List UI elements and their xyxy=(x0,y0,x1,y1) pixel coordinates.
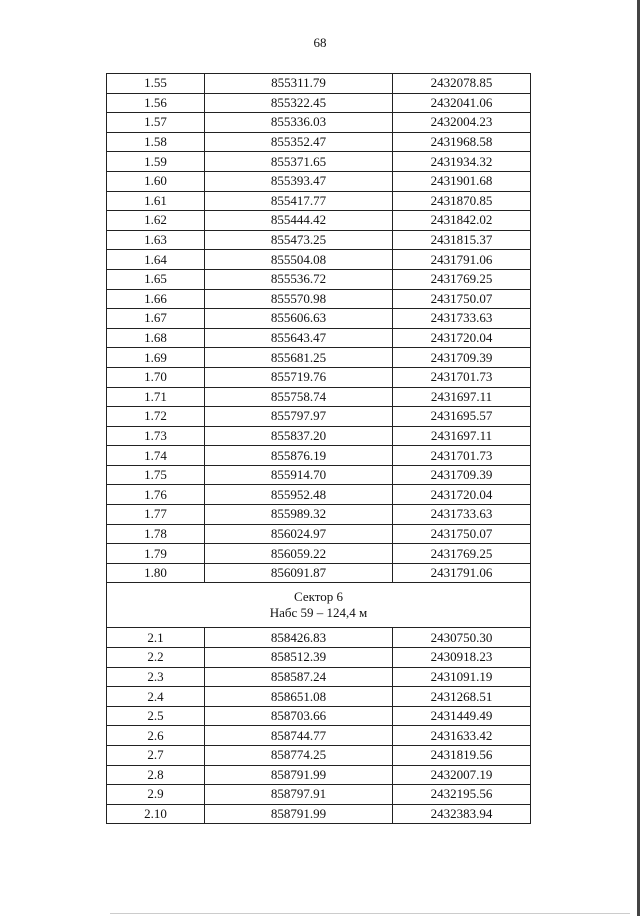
point-number-cell: 2.10 xyxy=(107,804,205,824)
y-coordinate-cell: 2431633.42 xyxy=(393,726,531,746)
point-number-cell: 1.65 xyxy=(107,269,205,289)
x-coordinate-cell: 858587.24 xyxy=(205,667,393,687)
table-row xyxy=(107,648,531,668)
x-coordinate-cell: 858426.83 xyxy=(205,628,393,648)
y-coordinate-cell: 2430750.30 xyxy=(393,628,531,648)
table-row xyxy=(107,230,531,250)
x-coordinate-cell: 855504.08 xyxy=(205,250,393,270)
x-coordinate-cell: 855681.25 xyxy=(205,348,393,368)
table-row xyxy=(107,628,531,648)
x-coordinate-cell: 855719.76 xyxy=(205,367,393,387)
point-number-cell: 2.3 xyxy=(107,667,205,687)
table-row xyxy=(107,804,531,824)
table-row xyxy=(107,446,531,466)
point-number-cell: 1.61 xyxy=(107,191,205,211)
point-number-cell: 2.5 xyxy=(107,706,205,726)
table-row xyxy=(107,328,531,348)
table-row xyxy=(107,191,531,211)
y-coordinate-cell: 2431819.56 xyxy=(393,746,531,766)
x-coordinate-cell: 856091.87 xyxy=(205,563,393,583)
point-number-cell: 1.57 xyxy=(107,113,205,133)
point-number-cell: 2.4 xyxy=(107,687,205,707)
point-number-cell: 1.78 xyxy=(107,524,205,544)
table-row xyxy=(107,211,531,231)
y-coordinate-cell: 2431697.11 xyxy=(393,426,531,446)
table-row xyxy=(107,465,531,485)
point-number-cell: 2.8 xyxy=(107,765,205,785)
table-row xyxy=(107,505,531,525)
table-row xyxy=(107,706,531,726)
y-coordinate-cell: 2431695.57 xyxy=(393,407,531,427)
point-number-cell: 1.72 xyxy=(107,407,205,427)
y-coordinate-cell: 2431842.02 xyxy=(393,211,531,231)
page-number: 68 xyxy=(313,35,327,50)
y-coordinate-cell: 2432004.23 xyxy=(393,113,531,133)
y-coordinate-cell: 2431709.39 xyxy=(393,465,531,485)
y-coordinate-cell: 2431697.11 xyxy=(393,387,531,407)
y-coordinate-cell: 2432078.85 xyxy=(393,74,531,94)
x-coordinate-cell: 855758.74 xyxy=(205,387,393,407)
x-coordinate-cell: 855606.63 xyxy=(205,309,393,329)
point-number-cell: 1.68 xyxy=(107,328,205,348)
y-coordinate-cell: 2430918.23 xyxy=(393,648,531,668)
table-row xyxy=(107,485,531,505)
point-number-cell: 1.69 xyxy=(107,348,205,368)
point-number-cell: 1.66 xyxy=(107,289,205,309)
point-number-cell: 2.6 xyxy=(107,726,205,746)
y-coordinate-cell: 2431769.25 xyxy=(393,544,531,564)
point-number-cell: 1.79 xyxy=(107,544,205,564)
sector-header-group xyxy=(107,583,531,628)
point-number-cell: 1.74 xyxy=(107,446,205,466)
point-number-cell: 2.1 xyxy=(107,628,205,648)
x-coordinate-cell: 855643.47 xyxy=(205,328,393,348)
y-coordinate-cell: 2432383.94 xyxy=(393,804,531,824)
point-number-cell: 1.58 xyxy=(107,132,205,152)
y-coordinate-cell: 2431720.04 xyxy=(393,485,531,505)
x-coordinate-cell: 855352.47 xyxy=(205,132,393,152)
x-coordinate-cell: 855393.47 xyxy=(205,171,393,191)
x-coordinate-cell: 855536.72 xyxy=(205,269,393,289)
table-row xyxy=(107,746,531,766)
point-number-cell: 1.63 xyxy=(107,230,205,250)
table-row xyxy=(107,74,531,94)
x-coordinate-cell: 855336.03 xyxy=(205,113,393,133)
x-coordinate-cell: 858791.99 xyxy=(205,804,393,824)
point-number-cell: 1.67 xyxy=(107,309,205,329)
coordinates-table xyxy=(106,73,531,824)
x-coordinate-cell: 858791.99 xyxy=(205,765,393,785)
x-coordinate-cell: 858774.25 xyxy=(205,746,393,766)
x-coordinate-cell: 855322.45 xyxy=(205,93,393,113)
y-coordinate-cell: 2431750.07 xyxy=(393,289,531,309)
table-row xyxy=(107,269,531,289)
table-row xyxy=(107,726,531,746)
x-coordinate-cell: 858651.08 xyxy=(205,687,393,707)
point-number-cell: 1.73 xyxy=(107,426,205,446)
table-row xyxy=(107,426,531,446)
y-coordinate-cell: 2432007.19 xyxy=(393,765,531,785)
point-number-cell: 2.2 xyxy=(107,648,205,668)
y-coordinate-cell: 2431791.06 xyxy=(393,563,531,583)
x-coordinate-cell: 855311.79 xyxy=(205,74,393,94)
point-number-cell: 1.80 xyxy=(107,563,205,583)
x-coordinate-cell: 855473.25 xyxy=(205,230,393,250)
table-row xyxy=(107,785,531,805)
x-coordinate-cell: 858797.91 xyxy=(205,785,393,805)
point-number-cell: 1.70 xyxy=(107,367,205,387)
table-row xyxy=(107,132,531,152)
x-coordinate-cell: 856024.97 xyxy=(205,524,393,544)
x-coordinate-cell: 855797.97 xyxy=(205,407,393,427)
sector-header-row xyxy=(107,583,531,628)
x-coordinate-cell: 855444.42 xyxy=(205,211,393,231)
y-coordinate-cell: 2431870.85 xyxy=(393,191,531,211)
x-coordinate-cell: 855570.98 xyxy=(205,289,393,309)
point-number-cell: 1.75 xyxy=(107,465,205,485)
y-coordinate-cell: 2432195.56 xyxy=(393,785,531,805)
point-number-cell: 1.76 xyxy=(107,485,205,505)
point-number-cell: 2.9 xyxy=(107,785,205,805)
group2-rows xyxy=(107,628,531,824)
group1-rows xyxy=(107,74,531,583)
y-coordinate-cell: 2431091.19 xyxy=(393,667,531,687)
table-row xyxy=(107,309,531,329)
y-coordinate-cell: 2431901.68 xyxy=(393,171,531,191)
sector-subtitle: Набс 59 – 124,4 м xyxy=(269,605,368,621)
point-number-cell: 1.60 xyxy=(107,171,205,191)
point-number-cell: 2.7 xyxy=(107,746,205,766)
y-coordinate-cell: 2431815.37 xyxy=(393,230,531,250)
point-number-cell: 1.77 xyxy=(107,505,205,525)
y-coordinate-cell: 2431701.73 xyxy=(393,367,531,387)
point-number-cell: 1.62 xyxy=(107,211,205,231)
y-coordinate-cell: 2431720.04 xyxy=(393,328,531,348)
table-row xyxy=(107,687,531,707)
x-coordinate-cell: 855989.32 xyxy=(205,505,393,525)
x-coordinate-cell: 855837.20 xyxy=(205,426,393,446)
sector-title: Сектор 6 xyxy=(293,589,343,605)
y-coordinate-cell: 2431934.32 xyxy=(393,152,531,172)
table-row xyxy=(107,544,531,564)
point-number-cell: 1.55 xyxy=(107,74,205,94)
x-coordinate-cell: 856059.22 xyxy=(205,544,393,564)
point-number-cell: 1.56 xyxy=(107,93,205,113)
y-coordinate-cell: 2431750.07 xyxy=(393,524,531,544)
y-coordinate-cell: 2431791.06 xyxy=(393,250,531,270)
y-coordinate-cell: 2431709.39 xyxy=(393,348,531,368)
x-coordinate-cell: 855914.70 xyxy=(205,465,393,485)
x-coordinate-cell: 858703.66 xyxy=(205,706,393,726)
table-row xyxy=(107,250,531,270)
x-coordinate-cell: 855952.48 xyxy=(205,485,393,505)
table-row xyxy=(107,93,531,113)
y-coordinate-cell: 2431268.51 xyxy=(393,687,531,707)
table-row xyxy=(107,152,531,172)
y-coordinate-cell: 2431701.73 xyxy=(393,446,531,466)
table-row xyxy=(107,524,531,544)
table-row xyxy=(107,171,531,191)
x-coordinate-cell: 855417.77 xyxy=(205,191,393,211)
point-number-cell: 1.59 xyxy=(107,152,205,172)
x-coordinate-cell: 858512.39 xyxy=(205,648,393,668)
table-row xyxy=(107,367,531,387)
table-row xyxy=(107,387,531,407)
table-row xyxy=(107,348,531,368)
scan-bottom-line xyxy=(110,913,630,914)
table-row xyxy=(107,765,531,785)
sector-header-cell xyxy=(107,583,531,628)
y-coordinate-cell: 2431733.63 xyxy=(393,309,531,329)
y-coordinate-cell: 2431733.63 xyxy=(393,505,531,525)
y-coordinate-cell: 2431769.25 xyxy=(393,269,531,289)
y-coordinate-cell: 2432041.06 xyxy=(393,93,531,113)
table-row xyxy=(107,289,531,309)
x-coordinate-cell: 855876.19 xyxy=(205,446,393,466)
y-coordinate-cell: 2431968.58 xyxy=(393,132,531,152)
x-coordinate-cell: 858744.77 xyxy=(205,726,393,746)
point-number-cell: 1.64 xyxy=(107,250,205,270)
table-row xyxy=(107,407,531,427)
y-coordinate-cell: 2431449.49 xyxy=(393,706,531,726)
point-number-cell: 1.71 xyxy=(107,387,205,407)
table-row xyxy=(107,563,531,583)
x-coordinate-cell: 855371.65 xyxy=(205,152,393,172)
table-row xyxy=(107,667,531,687)
table-row xyxy=(107,113,531,133)
